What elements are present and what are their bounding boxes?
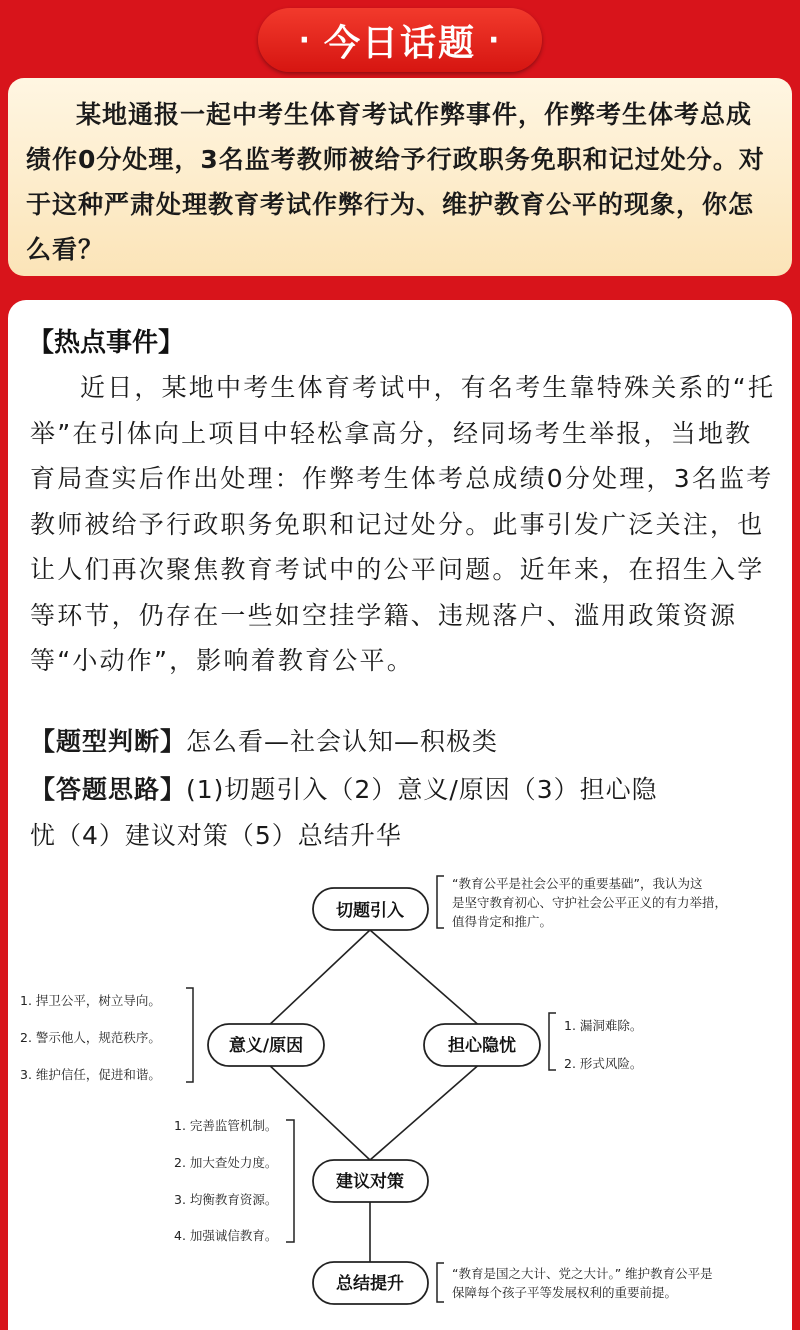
intro-note-bracket — [437, 876, 444, 928]
measure-items — [174, 1118, 277, 1243]
approach-label: 【答题思路】 — [30, 775, 187, 804]
question-text: 某地通报一起中考生体育考试作弊事件，作弊考生体考总成绩作0分处理，3名监考教师被给予行政职务免职和记过处分。对于这种严肃处理教育考试作弊行为、维护教育公平的现象，你怎么看？ — [26, 100, 765, 264]
title-dot-right: · — [488, 22, 502, 58]
node-worry-label: 担心隐忧 — [448, 1036, 516, 1056]
node-measures-label: 建议对策 — [336, 1172, 404, 1192]
node-summary — [313, 1262, 428, 1304]
intro-note — [452, 876, 727, 929]
meaning-item-2: 2. 警示他人，规范秩序。 — [20, 1030, 161, 1045]
connector-meaning-measures — [266, 1062, 370, 1160]
node-meaning-label: 意义/原因 — [228, 1036, 304, 1056]
measure-items-bracket — [286, 1120, 294, 1242]
connector-worry-measures — [370, 1062, 482, 1160]
summary-note-line2: 保障每个孩子平等发展权利的重要前提。 — [452, 1285, 678, 1300]
hot-event-label: 【热点事件】 — [28, 328, 185, 358]
question-type-label: 【题型判断】 — [30, 727, 187, 756]
worry-item-1: 1. 漏洞难除。 — [564, 1018, 643, 1033]
meaning-items-bracket — [186, 988, 193, 1082]
meaning-item-1: 1. 捍卫公平，树立导向。 — [20, 993, 161, 1008]
worry-items-bracket — [549, 1013, 556, 1070]
measure-item-2: 2. 加大查处力度。 — [174, 1155, 278, 1170]
worry-items — [564, 1018, 642, 1071]
node-summary-label: 总结提升 — [336, 1274, 404, 1294]
intro-note-line2: 是坚守教育初心、守护社会公平正义的有力举措， — [452, 895, 728, 910]
question-box — [8, 78, 792, 276]
approach-line1: (1)切题引入（2）意义/原因（3）担心隐 — [186, 775, 658, 804]
intro-note-line3: 值得肯定和推广。 — [452, 914, 553, 929]
node-worry — [424, 1024, 540, 1066]
approach-row — [30, 770, 658, 806]
connector-intro-meaning — [266, 930, 370, 1028]
measure-item-1: 1. 完善监管机制。 — [174, 1118, 278, 1133]
node-intro-label: 切题引入 — [336, 901, 404, 921]
title-dot-left: · — [298, 22, 312, 58]
node-meaning — [208, 1024, 324, 1066]
hot-event-text: 近日，某地中考生体育考试中，有名考生靠特殊关系的“托举”在引体向上项目中轻松拿高分，经同场考生举报，当地教育局查实后作出处理：作弊考生体考总成绩0分处理，3名监考教师被给予行政职务免职和记过处分。此事引发广泛关注，也让人们再次聚焦教育考试中的公平问题。近年来，在招生入学等环节，仍存在一些如空挂学籍、违规落户、滥用政策资源等“小动作”，影响着教育公平。 — [30, 373, 776, 675]
node-measures — [313, 1160, 428, 1202]
approach-line2: 忧（4）建议对策（5）总结升华 — [30, 821, 402, 850]
question-type-row — [30, 722, 498, 758]
question-type-value: 怎么看—社会认知—积极类 — [186, 727, 499, 756]
topic-title: 今日话题 — [323, 22, 476, 64]
meaning-item-3: 3. 维护信任，促进和谐。 — [20, 1067, 161, 1082]
worry-item-2: 2. 形式风险。 — [564, 1056, 643, 1071]
summary-note-line1: “教育是国之大计、党之大计。” 维护教育公平是 — [452, 1266, 713, 1281]
intro-note-line1: “教育公平是社会公平的重要基础”，我认为这 — [452, 876, 703, 891]
measure-item-4: 4. 加强诚信教育。 — [174, 1228, 278, 1243]
meaning-items — [20, 993, 161, 1082]
measure-item-3: 3. 均衡教育资源。 — [174, 1192, 278, 1207]
summary-note-bracket — [437, 1263, 444, 1302]
node-intro — [313, 888, 428, 930]
topic-title-banner — [258, 8, 542, 72]
summary-note — [452, 1266, 713, 1300]
approach-row-2 — [30, 816, 402, 852]
answer-flow-diagram — [8, 860, 792, 1330]
connector-intro-worry — [370, 930, 482, 1028]
content-card — [8, 300, 792, 1330]
